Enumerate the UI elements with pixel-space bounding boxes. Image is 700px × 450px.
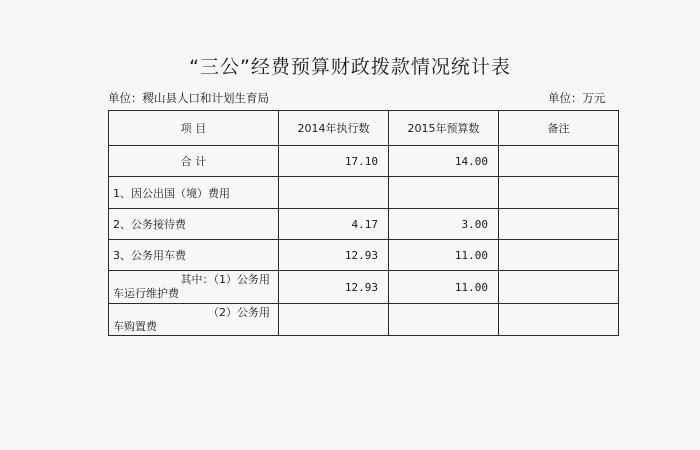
header-2014: 2014年执行数 [279,111,389,146]
currency-unit: 单位：万元 [548,91,606,105]
row-note [499,271,619,304]
row-item: 合 计 [109,146,279,177]
row-item-line1: （2）公务用 [208,305,270,319]
row-note [499,240,619,271]
organization-unit: 单位：稷山县人口和计划生育局 [108,91,269,105]
row-note [499,146,619,177]
budget-table [108,110,619,336]
row-item: 2、公务接待费 [109,209,279,240]
row-2015: 14.00 [389,146,499,177]
document-title: “三公”经费预算财政拨款情况统计表 [189,56,511,78]
header-item: 项 目 [109,111,279,146]
table-row [109,209,619,240]
row-2014: 17.10 [279,146,389,177]
table-row [109,271,619,304]
row-2015: 11.00 [389,271,499,304]
row-2014 [279,304,389,336]
row-item: 3、公务用车费 [109,240,279,271]
row-item: 1、因公出国（境）费用 [109,177,279,209]
header-note: 备注 [499,111,619,146]
row-note [499,209,619,240]
row-2014: 12.93 [279,271,389,304]
row-2015 [389,177,499,209]
row-2015: 3.00 [389,209,499,240]
row-note [499,304,619,336]
row-item [109,271,279,304]
row-note [499,177,619,209]
row-2014 [279,177,389,209]
row-item-line2: 车购置费 [113,319,157,333]
row-2015: 11.00 [389,240,499,271]
row-2014: 4.17 [279,209,389,240]
table-header-row [109,111,619,146]
row-item-line1: 其中：（1）公务用 [180,273,270,286]
row-item [109,304,279,336]
row-2015 [389,304,499,336]
table-row [109,304,619,336]
table-row [109,240,619,271]
table-row-total [109,146,619,177]
row-2014: 12.93 [279,240,389,271]
row-item-line2: 车运行维护费 [113,287,179,300]
header-2015: 2015年预算数 [389,111,499,146]
table-row [109,177,619,209]
